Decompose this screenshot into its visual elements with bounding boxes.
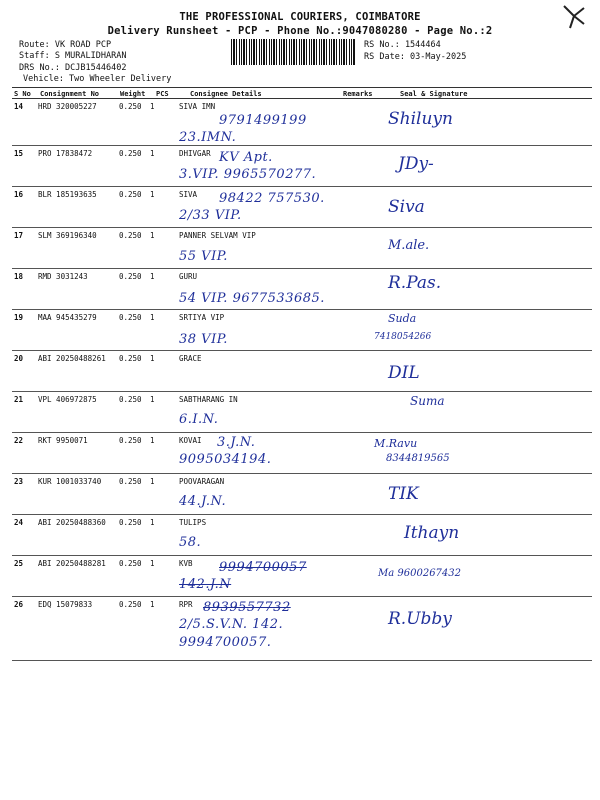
signature: Suda bbox=[388, 312, 417, 325]
signature-cell bbox=[374, 474, 592, 515]
vehicle-text: Vehicle: Two Wheeler Delivery bbox=[23, 74, 172, 84]
handwritten-address: 55 VIP. bbox=[179, 249, 228, 264]
weight-cell: 0.250 bbox=[119, 146, 146, 187]
handwritten-address: 3.VIP. 9965570277. bbox=[179, 167, 317, 182]
signature: Ma 9600267432 bbox=[378, 568, 462, 579]
handwritten-phone: 8344819565 bbox=[386, 453, 450, 464]
handwritten-phone: 9994700057. bbox=[179, 635, 272, 650]
remarks-cell bbox=[328, 99, 374, 146]
signature: JDy- bbox=[398, 154, 434, 174]
details-cell bbox=[179, 433, 328, 474]
remarks-cell bbox=[328, 187, 374, 228]
sno-cell: 17 bbox=[12, 228, 38, 269]
signature-cell bbox=[374, 228, 592, 269]
sno-cell: 25 bbox=[12, 556, 38, 597]
signature-cell bbox=[374, 597, 592, 661]
col-remarks: Remarks bbox=[343, 90, 373, 98]
details-cell bbox=[179, 515, 328, 556]
consignee-name: SIVA IMN bbox=[179, 102, 216, 111]
weight-cell: 0.250 bbox=[119, 351, 146, 392]
consignee-name: RPR bbox=[179, 600, 193, 609]
consignment-cell: ABI 20250488281 bbox=[38, 556, 119, 597]
remarks-cell bbox=[328, 351, 374, 392]
weight-cell: 0.250 bbox=[119, 474, 146, 515]
sno-cell: 22 bbox=[12, 433, 38, 474]
pcs-cell: 1 bbox=[146, 392, 179, 433]
details-cell bbox=[179, 187, 328, 228]
signature-cell bbox=[374, 269, 592, 310]
col-details: Consignee Details bbox=[190, 90, 262, 98]
consignment-cell: KUR 1001033740 bbox=[38, 474, 119, 515]
sno-cell: 23 bbox=[12, 474, 38, 515]
table-row bbox=[12, 187, 592, 228]
remarks-cell bbox=[328, 556, 374, 597]
consignment-cell: VPL 406972875 bbox=[38, 392, 119, 433]
table-row bbox=[12, 556, 592, 597]
signature: Ithayn bbox=[404, 523, 460, 543]
sno-cell: 16 bbox=[12, 187, 38, 228]
consignee-name: SABTHARANG IN bbox=[179, 395, 238, 404]
handwritten-phone: 9994700057 bbox=[219, 560, 307, 575]
runsheet-subtitle: Delivery Runsheet - PCP - Phone No.:9047080280 - Page No.:2 bbox=[107, 25, 493, 37]
table-row bbox=[12, 310, 592, 351]
pcs-cell: 1 bbox=[146, 146, 179, 187]
table-row bbox=[12, 269, 592, 310]
signature-cell bbox=[374, 310, 592, 351]
consignee-name: TULIPS bbox=[179, 518, 207, 527]
consignee-name: POOVARAGAN bbox=[179, 477, 225, 486]
signature: R.Ubby bbox=[388, 609, 452, 629]
pcs-cell: 1 bbox=[146, 433, 179, 474]
signature-cell bbox=[374, 146, 592, 187]
table-row bbox=[12, 433, 592, 474]
consignment-cell: ABI 20250488261 bbox=[38, 351, 119, 392]
weight-cell: 0.250 bbox=[119, 228, 146, 269]
remarks-cell bbox=[328, 392, 374, 433]
table-row bbox=[12, 228, 592, 269]
rs-no-text: RS No.: 1544464 bbox=[364, 40, 441, 50]
consignment-cell: SLM 369196340 bbox=[38, 228, 119, 269]
col-sno: S No bbox=[14, 90, 31, 98]
rs-date-text: RS Date: 03-May-2025 bbox=[364, 52, 467, 62]
signature-cell bbox=[374, 392, 592, 433]
pcs-cell: 1 bbox=[146, 99, 179, 146]
details-cell bbox=[179, 146, 328, 187]
details-cell bbox=[179, 228, 328, 269]
details-cell bbox=[179, 310, 328, 351]
weight-cell: 0.250 bbox=[119, 187, 146, 228]
handwritten-phone: 98422 757530. bbox=[219, 191, 325, 206]
staff-text: Staff: S MURALIDHARAN bbox=[19, 51, 127, 61]
company-title: THE PROFESSIONAL COURIERS, COIMBATORE bbox=[179, 11, 421, 23]
table-row bbox=[12, 351, 592, 392]
table-row bbox=[12, 392, 592, 433]
consignment-cell: PRO 17838472 bbox=[38, 146, 119, 187]
consignment-cell: BLR 185193635 bbox=[38, 187, 119, 228]
delivery-table bbox=[12, 99, 592, 661]
signature: Suma bbox=[410, 394, 445, 408]
col-pcs: PCS bbox=[156, 90, 169, 98]
handwritten-address: 6.I.N. bbox=[179, 412, 219, 427]
sno-cell: 26 bbox=[12, 597, 38, 661]
table-row bbox=[12, 99, 592, 146]
handwritten-phone: 8939557732 bbox=[203, 600, 291, 615]
handwritten-phone: 9791499199 bbox=[219, 113, 307, 128]
sno-cell: 15 bbox=[12, 146, 38, 187]
handwritten-address: 54 VIP. 9677533685. bbox=[179, 291, 325, 306]
consignee-name: SIVA bbox=[179, 190, 198, 199]
sno-cell: 19 bbox=[12, 310, 38, 351]
remarks-cell bbox=[328, 310, 374, 351]
signature: TIK bbox=[388, 484, 419, 504]
handwritten-phone: 9095034194. bbox=[179, 452, 272, 467]
weight-cell: 0.250 bbox=[119, 392, 146, 433]
remarks-cell bbox=[328, 228, 374, 269]
handwritten-address: 58. bbox=[179, 535, 202, 550]
pcs-cell: 1 bbox=[146, 474, 179, 515]
col-seal: Seal & Signature bbox=[400, 90, 468, 98]
sno-cell: 21 bbox=[12, 392, 38, 433]
signature-cell bbox=[374, 433, 592, 474]
handwritten-address: 38 VIP. bbox=[179, 332, 228, 347]
remarks-cell bbox=[328, 515, 374, 556]
header-rule-top bbox=[12, 87, 592, 88]
table-row bbox=[12, 515, 592, 556]
consignment-cell: EDQ 15079833 bbox=[38, 597, 119, 661]
signature: R.Pas. bbox=[388, 273, 442, 293]
weight-cell: 0.250 bbox=[119, 99, 146, 146]
handwritten-address: 44.J.N. bbox=[179, 494, 227, 509]
consignment-cell: MAA 945435279 bbox=[38, 310, 119, 351]
drs-text: DRS No.: DCJB15446402 bbox=[19, 63, 127, 73]
signature: Shiluyn bbox=[388, 109, 453, 129]
table-row bbox=[12, 474, 592, 515]
consignee-name: GRACE bbox=[179, 354, 202, 363]
pcs-cell: 1 bbox=[146, 187, 179, 228]
details-cell bbox=[179, 99, 328, 146]
details-cell bbox=[179, 556, 328, 597]
sno-cell: 14 bbox=[12, 99, 38, 146]
pcs-cell: 1 bbox=[146, 556, 179, 597]
consignee-name: GURU bbox=[179, 272, 198, 281]
consignee-name: KOVAI bbox=[179, 436, 202, 445]
pcs-cell: 1 bbox=[146, 597, 179, 661]
consignment-cell: HRD 320005227 bbox=[38, 99, 119, 146]
signature: DIL bbox=[388, 363, 420, 383]
weight-cell: 0.250 bbox=[119, 515, 146, 556]
consignment-cell: RKT 9950071 bbox=[38, 433, 119, 474]
pcs-cell: 1 bbox=[146, 515, 179, 556]
table-row bbox=[12, 146, 592, 187]
consignee-name: KVB bbox=[179, 559, 193, 568]
signature-cell bbox=[374, 515, 592, 556]
pcs-cell: 1 bbox=[146, 228, 179, 269]
details-cell bbox=[179, 474, 328, 515]
pcs-cell: 1 bbox=[146, 269, 179, 310]
signature-cell bbox=[374, 99, 592, 146]
signature-cell bbox=[374, 187, 592, 228]
signature: Siva bbox=[388, 197, 425, 217]
details-cell bbox=[179, 351, 328, 392]
remarks-cell bbox=[328, 597, 374, 661]
details-cell bbox=[179, 392, 328, 433]
pcs-cell: 1 bbox=[146, 351, 179, 392]
consignee-name: SRTIYA VIP bbox=[179, 313, 225, 322]
details-cell bbox=[179, 269, 328, 310]
table-row bbox=[12, 597, 592, 661]
barcode bbox=[231, 39, 356, 65]
signature-cell bbox=[374, 351, 592, 392]
handwritten-note: KV Apt. bbox=[219, 150, 273, 165]
handwritten-address: 23.IMN. bbox=[179, 130, 237, 145]
route-text: Route: VK ROAD PCP bbox=[19, 40, 112, 50]
weight-cell: 0.250 bbox=[119, 556, 146, 597]
consignee-name: PANNER SELVAM VIP bbox=[179, 231, 256, 240]
handwritten-phone: 7418054266 bbox=[374, 332, 432, 342]
pcs-cell: 1 bbox=[146, 310, 179, 351]
handwritten-address: 142.J.N bbox=[179, 577, 232, 592]
remarks-cell bbox=[328, 433, 374, 474]
handwritten-address: 3.J.N. bbox=[217, 435, 256, 450]
weight-cell: 0.250 bbox=[119, 310, 146, 351]
signature: M.ale. bbox=[388, 238, 430, 253]
weight-cell: 0.250 bbox=[119, 433, 146, 474]
consignee-name: DHIVGAR bbox=[179, 149, 211, 158]
sno-cell: 20 bbox=[12, 351, 38, 392]
signature-cell bbox=[374, 556, 592, 597]
sno-cell: 18 bbox=[12, 269, 38, 310]
handwritten-address: 2/33 VIP. bbox=[179, 208, 242, 223]
weight-cell: 0.250 bbox=[119, 597, 146, 661]
signature: M.Ravu bbox=[374, 437, 418, 450]
weight-cell: 0.250 bbox=[119, 269, 146, 310]
remarks-cell bbox=[328, 474, 374, 515]
consignment-cell: ABI 20250488360 bbox=[38, 515, 119, 556]
remarks-cell bbox=[328, 146, 374, 187]
consignment-cell: RMD 3031243 bbox=[38, 269, 119, 310]
handwritten-address: 2/5.S.V.N. 142. bbox=[179, 617, 284, 632]
sno-cell: 24 bbox=[12, 515, 38, 556]
remarks-cell bbox=[328, 269, 374, 310]
col-weight: Weight bbox=[120, 90, 146, 98]
col-consignment: Consignment No bbox=[40, 90, 100, 98]
details-cell bbox=[179, 597, 328, 661]
